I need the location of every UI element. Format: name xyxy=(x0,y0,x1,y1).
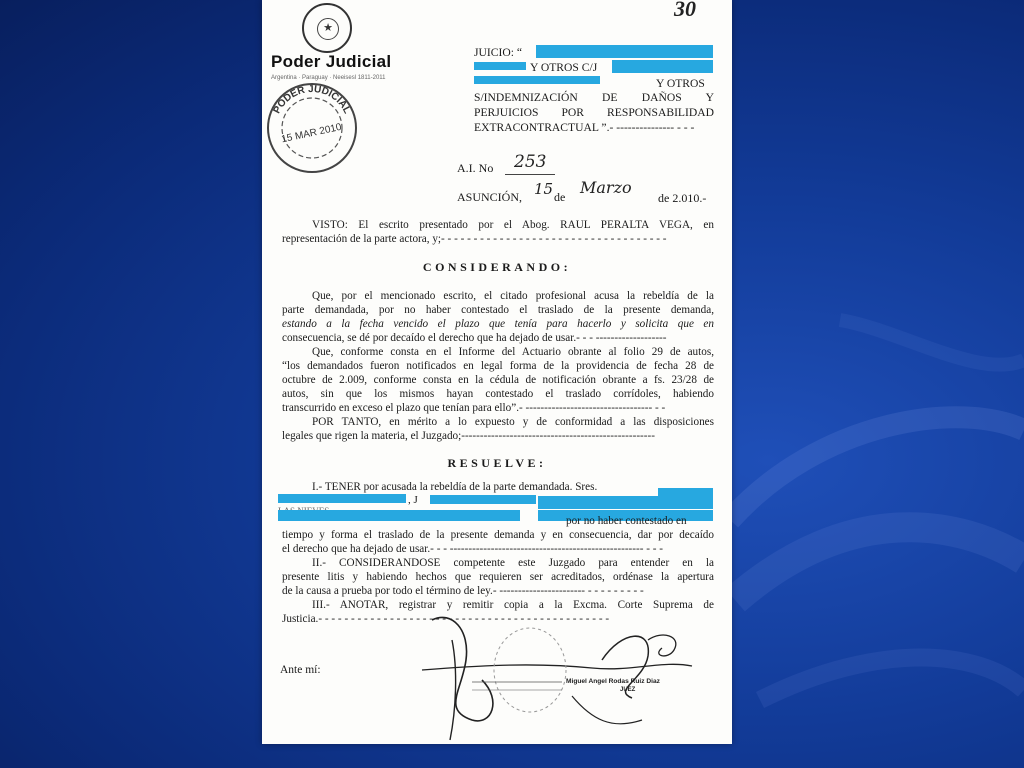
ai-number: 253 xyxy=(514,152,547,172)
considerando-line: autos, sin que los mismos hayan contestado el traslado corrídoles, habiendo xyxy=(282,388,714,400)
handwritten-day: 15 xyxy=(534,180,554,198)
institution-subtitle: Argentina · Paraguay · Neeisesl 1811-2011 xyxy=(271,75,386,81)
resuelve-title: RESUELVE: xyxy=(447,456,547,470)
resuelve-line: de la causa a prueba por todo el término de ley.- ----------------------- - - - - - - - - - xyxy=(282,585,644,597)
redaction-block xyxy=(612,60,713,73)
redaction-block xyxy=(474,62,526,70)
judge-title: JUEZ xyxy=(620,687,636,693)
considerando-line: octubre de 2.009, conforme consta en la cédula de notificación obrante a fs. 23/28 de xyxy=(282,374,714,386)
stamp-arc-text: PODER JUDICIAL xyxy=(271,83,353,116)
redaction-block xyxy=(538,496,713,509)
redaction-block xyxy=(536,45,713,58)
considerando-line: “los demandados fueron notificados en legal forma de la providencia de fecha 28 de xyxy=(282,360,714,372)
considerando-line: consecuencia, se dé por decaído el derecho que ha dejado de usar.- - - ------------------- xyxy=(282,332,667,344)
signature-icon xyxy=(412,600,732,744)
considerando-line: estando a la fecha vencido el plazo que tenía para hacerlo y solicita que en xyxy=(282,318,714,330)
resuelve-line: III.- ANOTAR, registrar y remitir copia a la Excma. Corte Suprema de xyxy=(312,599,714,611)
case-line-4: S/INDEMNIZACIÓN DE DAÑOS Y xyxy=(474,91,714,104)
received-stamp-icon xyxy=(264,80,360,176)
considerando-line: Que, conforme consta en el Informe del Actuario obrante al folio 29 de autos, xyxy=(312,346,714,358)
resuelve-line: el derecho que ha dejado de usar.- - - ---------------------------------------------------- - - - xyxy=(282,543,664,555)
de-label: de xyxy=(554,190,566,204)
considerando-line: legales que rigen la materia, el Juzgado;---------------------------------------------------- xyxy=(282,430,655,442)
ai-underline xyxy=(505,174,555,175)
institution-name: Poder Judicial xyxy=(271,52,392,71)
case-line-6: EXTRACONTRACTUAL ”.- --------------- - - - xyxy=(474,121,695,134)
handwritten-month: Marzo xyxy=(580,178,632,197)
svg-text:PODER JUDICIAL xyxy=(272,84,353,116)
place-label: ASUNCIÓN, xyxy=(457,190,523,204)
visto-line: VISTO: El escrito presentado por el Abog. RAUL PERALTA VEGA, en xyxy=(312,219,714,231)
judge-name: Miguel Angel Rodas Ruiz Diaz xyxy=(566,678,660,685)
redaction-block xyxy=(278,510,520,521)
document-page xyxy=(262,0,732,744)
resuelve-line: tiempo y forma el traslado de la presente demanda y en consecuencia, dar por decaído xyxy=(282,529,714,541)
resuelve-fragment: por no haber contestado en xyxy=(566,515,687,527)
stamp-date: 15 MAR 2010 xyxy=(280,121,343,146)
visto-line: representación de la parte actora, y;- - - - - - - - - - - - - - - - - - - - - - - - - - - - - - - - - - - xyxy=(282,233,667,245)
resuelve-line: I.- TENER por acusada la rebeldía de la parte demandada. Sres. xyxy=(312,481,598,493)
resuelve-line: Justicia.- - - - - - - - - - - - - - - - - - - - - - - - - - - - - - - - - - - - - - - - - - - - - xyxy=(282,613,610,625)
ai-label: A.I. No xyxy=(457,161,494,175)
considerando-title: CONSIDERANDO: xyxy=(422,260,572,274)
year-label: de 2.010.- xyxy=(658,191,707,205)
considerando-line: Que, por el mencionado escrito, el citado profesional acusa la rebeldía de la xyxy=(312,290,714,302)
page-number: 30 xyxy=(674,0,696,21)
considerando-line: POR TANTO, en mérito a lo expuesto y de conformidad a las disposiciones xyxy=(312,416,714,428)
case-line-3: Y OTROS xyxy=(656,77,705,90)
case-line-5: PERJUICIOS POR RESPONSABILIDAD xyxy=(474,106,714,119)
case-line-1: JUICIO: “ xyxy=(474,46,522,59)
considerando-line: transcurrido en exceso el plazo que tenían para ello”.- ---------------------------------- - - xyxy=(282,402,666,414)
case-line-2: Y OTROS C/J xyxy=(530,61,598,74)
redaction-block xyxy=(430,495,536,504)
resuelve-line: II.- CONSIDERANDOSE competente este Juzgado para entender en la xyxy=(312,557,714,569)
resuelve-fragment: , J xyxy=(408,494,418,506)
ante-mi-label: Ante mí: xyxy=(280,664,321,676)
redaction-block xyxy=(278,494,406,503)
resuelve-line: presente litis y habiendo hechos que requieren ser acreditados, ordénase la apertura xyxy=(282,571,714,583)
national-seal-icon: ★ xyxy=(302,3,352,53)
redaction-block xyxy=(474,76,600,84)
considerando-line: parte demandada, por no haber contestado el traslado de la presente demanda, xyxy=(282,304,714,316)
